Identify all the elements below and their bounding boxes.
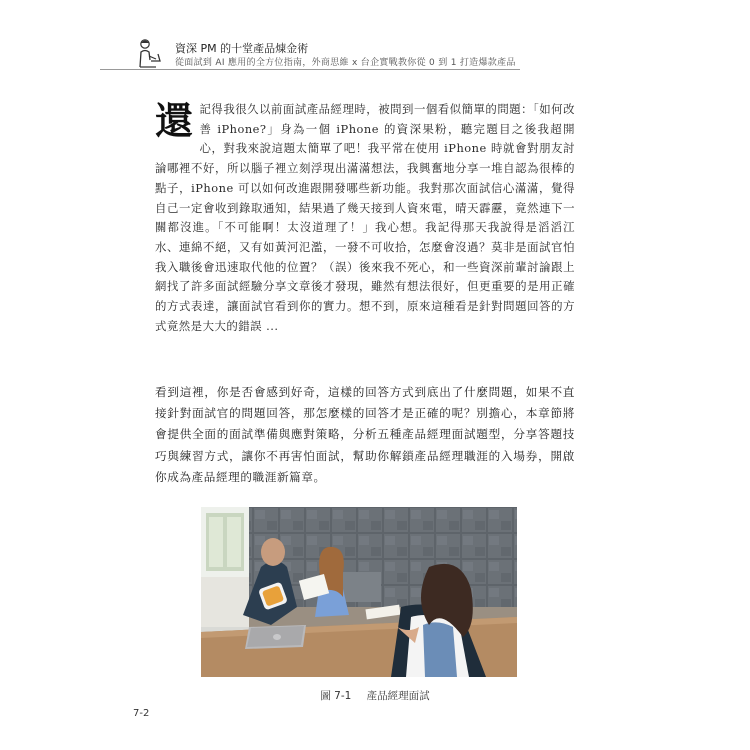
running-header [100, 38, 680, 72]
book-title: 資深 PM 的十堂產品煉金術 [175, 42, 309, 55]
figure-title: 產品經理面試 [366, 690, 430, 702]
intro-paragraph [155, 100, 575, 336]
page-number: 7-2 [133, 708, 150, 719]
figure-number: 圖 7-1 [320, 690, 352, 702]
interview-photo [201, 507, 517, 677]
header-rule [100, 69, 520, 70]
drop-cap: 還 [155, 98, 194, 143]
person-at-laptop-icon [132, 38, 162, 68]
book-subtitle: 從面試到 AI 應用的全方位指南，外商思維 x 台企實戰教你從 0 到 1 打造爆款產品 [175, 58, 516, 68]
figure-caption [0, 688, 750, 703]
body-paragraph: 看到這裡，你是否會感到好奇，這樣的回答方式到底出了什麼問題，如果不直接針對面試官的問題回答，那怎麼樣的回答才是正確的呢？別擔心，本章節將會提供全面的面試準備與應對策略，分析五種產品經理面試題型，分享答題技巧與練習方式，讓你不再害怕面試，幫助你解鎖產品經理職涯的入場券，開啟你成為產品經理的職涯新篇章。 [155, 385, 575, 484]
intro-text: 記得我很久以前面試產品經理時，被問到一個看似簡單的問題：「如何改善 iPhone?」身為一個 iPhone 的資深果粉，聽完題目之後我超開心，對我來說這題太簡單了吧！我平常在使用 iPhone 時就會對朋友討論哪裡不好，所以腦子裡立刻浮現出滿滿想法，我興奮地分享一堆自認為很棒的點子，iPhone 可以如何改進跟開發哪些新功能。我對那次面試信心滿滿，覺得自己一定會收到錄取通知，結果過了幾天接到人資來電，晴天霹靂，竟然連下一關都沒進。「不可能啊！太沒道理了！」我心想。我記得那天我說得是滔滔江水、連綿不絕，又有如黃河氾濫，一發不可收拾，怎麼會沒過？莫非是面試官怕我入職後會迅速取代他的位置？（誤）後來我不死心，和一些資深前輩討論跟上網找了許多面試經驗分享文章後才發現，雖然有想法很好，但更重要的是用正確的方式表達，讓面試官看到你的實力。想不到，原來這種看是針對問題回答的方式竟然是大大的錯誤 ... [155, 102, 575, 333]
